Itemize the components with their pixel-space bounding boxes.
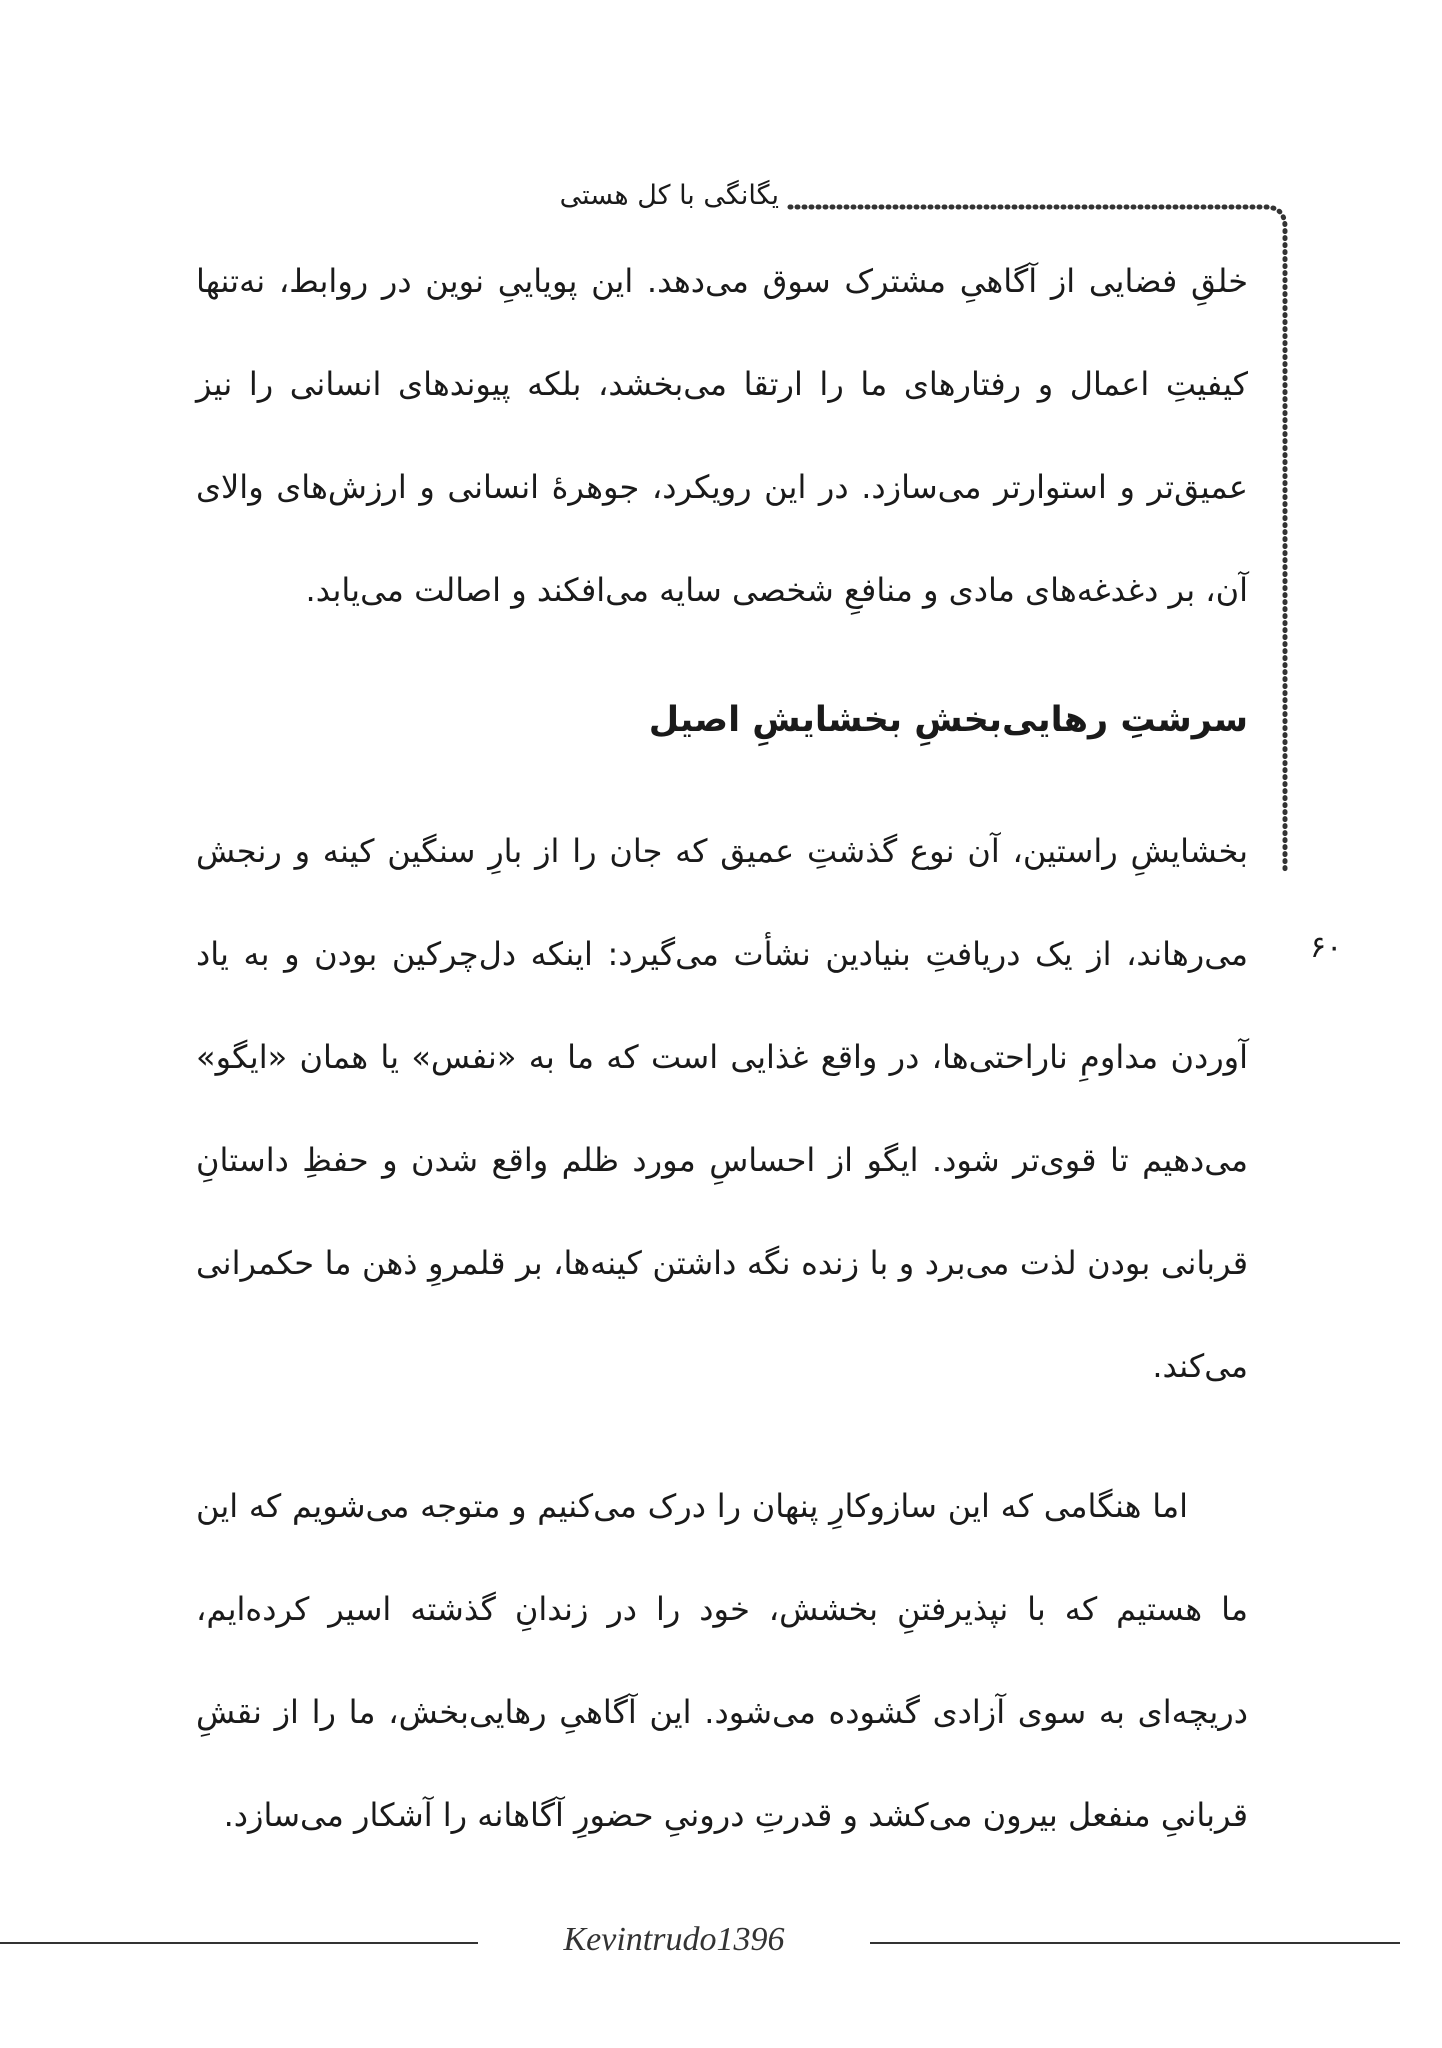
paragraph-2: بخشایشِ راستین، آن نوع گذشتِ عمیق که جان را از بارِ سنگین کینه و رنجش می‌رهاند، از یک دریافتِ بنیادین نشأت می‌گیرد: اینکه دل‌چرکین بودن و به یاد آوردن مداومِ ناراحتی‌ها، در واقع غذایی است که ما به «نفس» یا همان «ایگو» می‌دهیم تا قوی‌تر شود. ایگو از احساسِ مورد ظلم واقع شدن و حفظِ داستانِ قربانی بودن لذت می‌برد و با زنده نگه داشتن کینه‌ها، بر قلمروِ ذهن ما حکمرانی می‌کند.	[196, 832, 1248, 1385]
footer-rule-right	[870, 1942, 1400, 1944]
running-header-title: یگانگی با کل هستی	[559, 180, 779, 211]
paragraph-1: خلقِ فضایی از آگاهیِ مشترک سوق می‌دهد. این پویاییِ نوین در روابط، نه‌تنها کیفیتِ اعمال و رفتارهای ما را ارتقا می‌بخشد، بلکه پیوندهای انسانی را نیز عمیق‌تر و استوارتر می‌سازد. در این رویکرد، جوهرۀ انسانی و ارزش‌های والای آن، بر دغدغه‌های مادی و منافعِ شخصی سایه می‌افکند و اصالت می‌یابد.	[196, 262, 1248, 609]
page-number: ۶۰	[1310, 930, 1343, 965]
footer-rule-left	[0, 1942, 478, 1944]
paragraph-3: اما هنگامی که این سازوکارِ پنهان را درک می‌کنیم و متوجه می‌شویم که این ما هستیم که با نپذیرفتنِ بخشش، خود را در زندانِ گذشته اسیر کرده‌ایم، دریچه‌ای به سوی آزادی گشوده می‌شود. این آگاهیِ رهایی‌بخش، ما را از نقشِ قربانیِ منفعل بیرون می‌کشد و قدرتِ درونیِ حضورِ آگاهانه را آشکار می‌سازد.	[196, 1487, 1248, 1834]
footer-signature: Kevintrudo1396	[563, 1921, 785, 1958]
section-heading: سرشتِ رهایی‌بخشِ بخشایشِ اصیل	[648, 700, 1248, 740]
